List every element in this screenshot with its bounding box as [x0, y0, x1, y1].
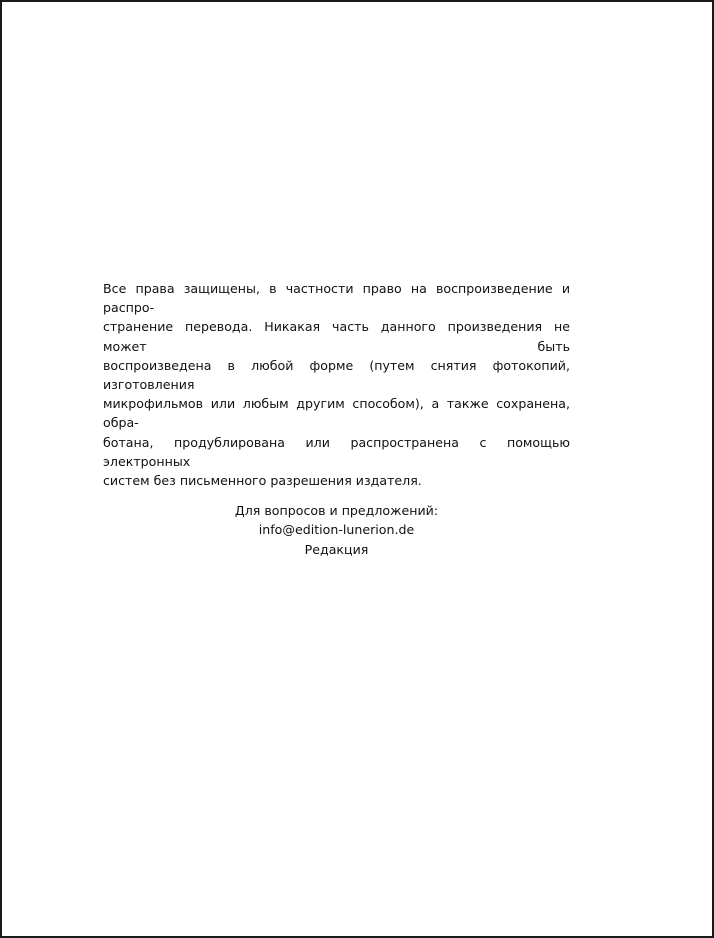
editorial-signature: Редакция [304, 541, 369, 557]
contact-block [103, 501, 570, 559]
copyright-line: странение перевода. Никакая часть данного произведения не может быть [103, 319, 570, 354]
copyright-line: систем без письменного разрешения издателя. [103, 473, 422, 489]
contact-label: Для вопросов и предложений: [234, 503, 439, 519]
copyright-line: воспроизведена в любой форме (путем снятия фотокопий, изготовления [103, 357, 570, 393]
copyright-notice [103, 279, 570, 490]
copyright-line: Все права защищены, в частности право на воспроизведение и распро- [103, 281, 570, 316]
contact-email: info@edition-lunerion.de [258, 522, 415, 538]
copyright-line: микрофильмов или любым другим способом), а также сохранена, обра- [103, 396, 570, 431]
copyright-line: ботана, продублирована или распространена с помощью электронных [103, 434, 570, 469]
imprint-block [103, 279, 570, 559]
